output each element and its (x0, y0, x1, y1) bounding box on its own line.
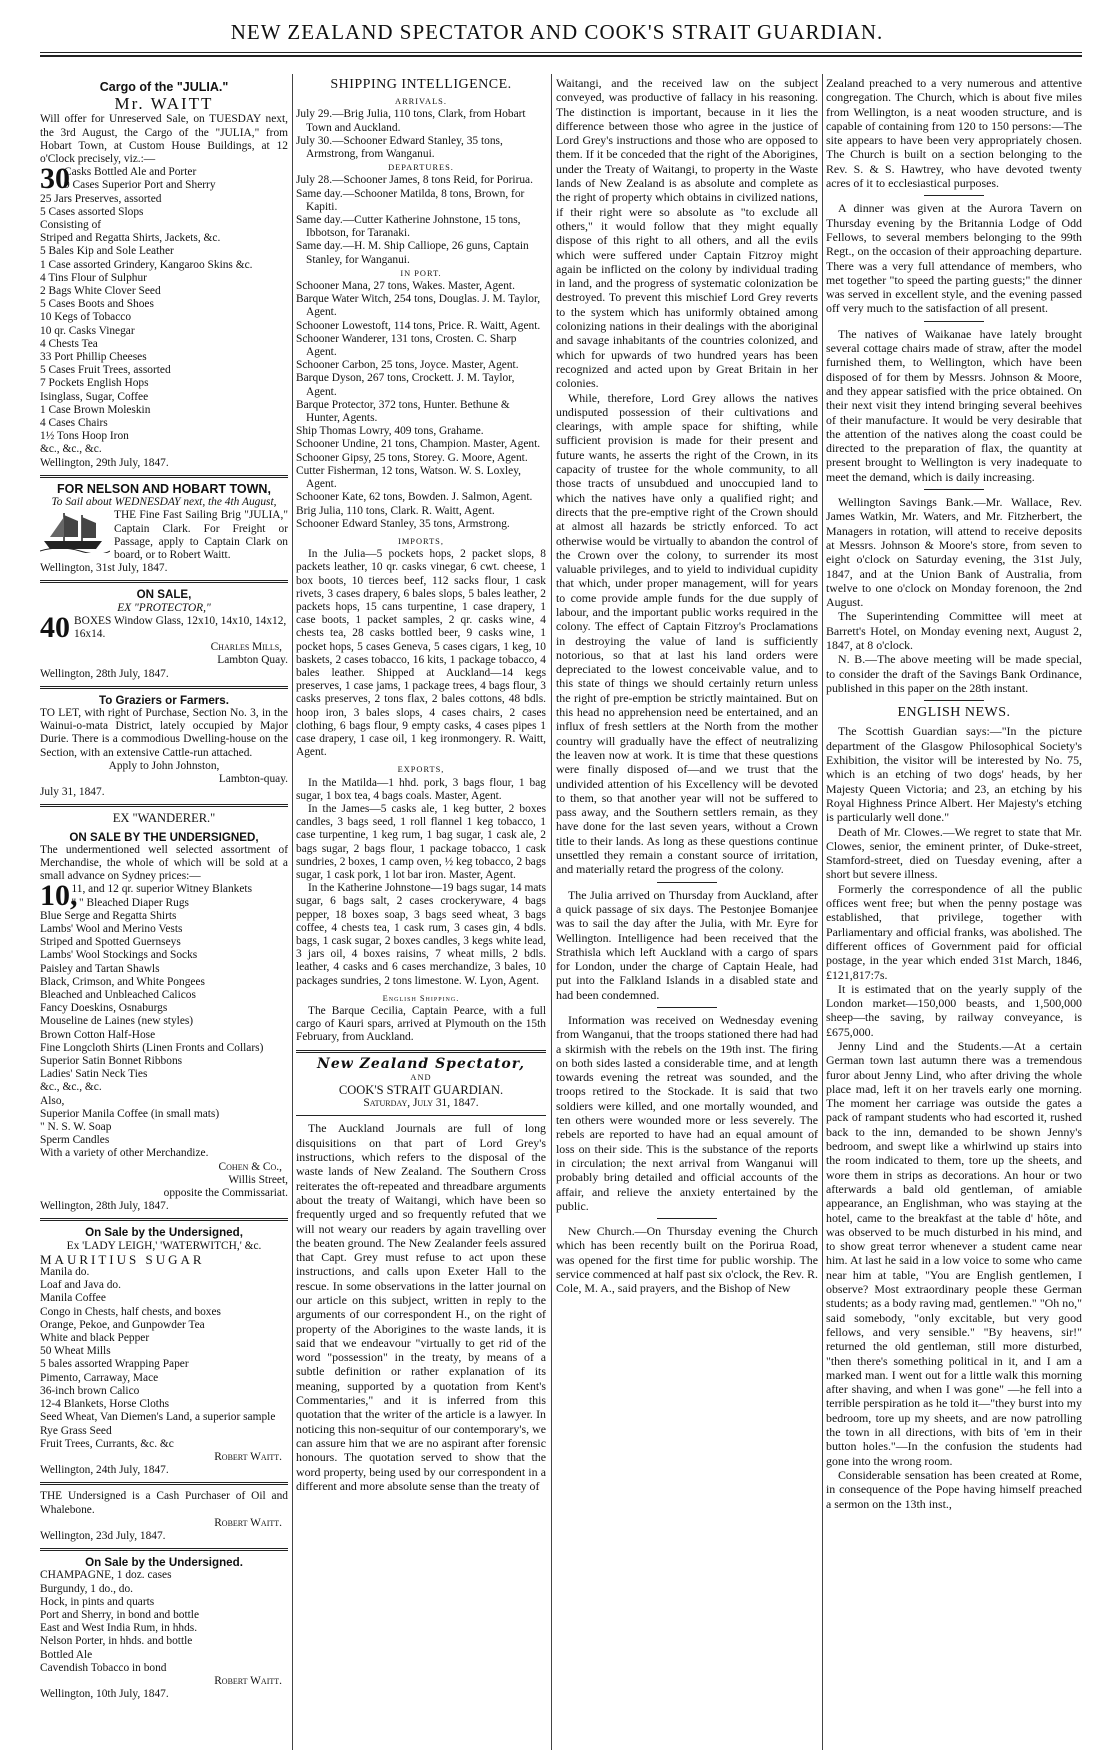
list-item: In the Matilda—1 hhd. pork, 3 bags flour, 1 bag sugar, 1 box tea, 4 bags coals. Master, Agent. (296, 776, 546, 802)
news-paragraph: The Julia arrived on Thursday from Auckland, after a quick passage of six days. The Pestonjee Bomanjee was to sail the day after the Julia, with Mr. Eyre for Wellington. Intelligence had been received that the Strathisla which left Auckland with a cargo of spars for London, under the charge of Captain Heale, had put into the Falkland Islands in a disabled state and had been condemned. (556, 887, 818, 1002)
short-rule (924, 195, 984, 196)
ad-separator (40, 580, 288, 583)
ad-date: Wellington, 24th July, 1847. (40, 1464, 169, 1477)
list-item: Schooner Undine, 21 tons, Champion. Master, Agent. (296, 438, 541, 451)
ad-place: Lambton Quay. (217, 654, 288, 667)
list-item: 1 Case assorted Grindery, Kangaroo Skins &c. (40, 258, 253, 271)
ad-separator (40, 686, 288, 689)
ad-heading: FOR NELSON AND HOBART TOWN, (57, 481, 271, 496)
list-item: 33 Port Phillip Cheeses (40, 351, 147, 364)
subsection-heading: EXPORTS, (397, 765, 445, 775)
ad-place: opposite the Commissariat. (163, 1187, 288, 1200)
list-item: Brown Cotton Half-Hose (40, 1028, 156, 1041)
news-paragraph: New Church.—On Thursday evening the Church which has been recently built on the Porirua Road, was opened for the first time for public worship. The service commenced at half past six o'clock, the Rev. R. Cole, M. A., said prayers, and the Bishop of New (556, 1224, 818, 1296)
in-port-list (296, 280, 546, 531)
news-paragraph: Death of Mr. Clowes.—We regret to state that Mr. Clowes, senior, the eminent printer, of Duke-street, Stamford-street, died on Tuesday evening, after a short but severe illness. (826, 824, 1082, 882)
list-item: Same day.—H. M. Ship Calliope, 26 guns, Captain Stanley, for Wanganui. (296, 240, 529, 266)
masthead-rule (40, 52, 1082, 53)
subsection-heading: IN PORT. (400, 268, 442, 278)
list-item: Lambs' Wool and Merino Vests (40, 922, 183, 935)
departures-list (296, 174, 546, 266)
list-item: Blue Serge and Regatta Shirts (40, 909, 177, 922)
ad-subheading: Ex 'LADY LEIGH,' 'WATERWITCH,' &c. (66, 1239, 262, 1252)
ad-separator (40, 804, 288, 807)
ad-intro: Will offer for Unreserved Sale, on TUESDAY next, the 3rd August, the Cargo of the "JULIA," from Hobart Town, at Custom House Buildings, at 12 o'Clock precisely, viz.:— (40, 113, 288, 166)
arrivals-list (296, 108, 546, 161)
ad-date: Wellington, 28th July, 1847. (40, 667, 169, 680)
subsection-heading: IMPORTS, (398, 536, 444, 546)
list-item: 12-4 Blankets, Horse Cloths (40, 1398, 170, 1411)
list-item: 36-inch brown Calico (40, 1384, 140, 1397)
list-item: Sperm Candles (40, 1134, 110, 1147)
list-item: Manila Coffee (40, 1292, 106, 1305)
list-item: Same day.—Cutter Katherine Johnstone, 15 tons, Ibbotson, for Taranaki. (296, 214, 521, 240)
wanderer-ad (40, 812, 288, 1213)
subsection-heading: ARRIVALS. (395, 97, 447, 107)
news-paragraph: Considerable sensation has been created at Rome, in consequence of the Pope having himself preached a sermon on the 13th inst., (826, 1467, 1082, 1511)
exports-list (296, 777, 546, 988)
list-item: 5 Cases assorted Slops (40, 205, 144, 218)
list-item: 9 Cases Superior Port and Sherry (64, 179, 216, 192)
oil-ad (40, 1490, 288, 1543)
list-item: Port and Sherry, in bond and bottle (40, 1608, 200, 1621)
news-paragraph: The Scottish Guardian says:—"In the picture department of the Glasgow Philosophical Society's Exhibition, the visitor will be interested by No. 75, which is an etching of two dogs' heads, by her Majesty Queen Victoria; and 23, an etching by his Royal Highness Prince Albert. Her Majesty's etching is particularly well done." (826, 724, 1082, 825)
short-rule (924, 700, 984, 701)
list-item: 7 Pockets English Hops (40, 377, 149, 390)
list-item: 10 qr. Casks Vinegar (40, 324, 135, 337)
champagne-ad (40, 1556, 288, 1701)
news-paragraph: Wellington Savings Bank.—Mr. Wallace, Rev. James Watkin, Mr. Waters, and Mr. Fitzherbert, the Managers in rotation, will attend to receive deposits at Messrs. Johnson & Moore's store, from seven to eight o'clock on Saturday evening, the 31st July, 1847, and at the Union Bank of Australia, from twelve to one o'clock on Monday forenoon, the 2nd August. (826, 495, 1082, 610)
nelson-sailing-ad (40, 483, 288, 575)
sail-date: To Sail about WEDNESDAY next, the 4th August, (51, 496, 277, 509)
ad-heading: ON SALE, (136, 588, 192, 602)
newspaper-and: AND (410, 1072, 432, 1082)
list-item: Nelson Porter, in hhds. and bottle (40, 1635, 193, 1648)
graziers-ad (40, 694, 288, 800)
newspaper-title: New Zealand Spectator, (317, 1055, 525, 1072)
list-item: With a variety of other Merchandize. (40, 1147, 209, 1160)
ad-body: BOXES Window Glass, 12x10, 14x10, 14x12, 16x14. (74, 614, 287, 640)
news-paragraph: N. B.—The above meeting will be made special, to consider the draft of the Savings Bank Ordinance, published in this paper on the 28th instant. (826, 652, 1082, 695)
list-item: Pimento, Carraway, Mace (40, 1371, 159, 1384)
list-item: 4 Cases Chairs (40, 417, 108, 430)
ad-body: THE Fine Fast Sailing Brig "JULIA," Captain Clark. For Freight or Passage, apply to Captain Clark on board, or to Robert Waitt. (114, 509, 288, 561)
list-item: Striped and Spotted Guernseys (40, 936, 181, 949)
list-item: CHAMPAGNE, 1 doz. cases (40, 1569, 172, 1582)
ad-place: Lambton-quay. (218, 772, 288, 785)
list-item: Burgundy, 1 do., do. (40, 1582, 134, 1595)
news-paragraph: A dinner was given at the Aurora Tavern on Thursday evening by the Britannia Lodge of Odd Fellows, to several members belonging to the 99th Regt., on the occasion of their approaching departure. There was a very full attendance of members, who met together "to speed the parting guests;" the dinner was served in excellent style, and the evening passed off very much to the satisfaction of all present. (826, 201, 1082, 316)
ad-signature: Charles Mills, (210, 641, 282, 654)
news-paragraph: Jenny Lind and the Students.—At a certain German town last autumn there was a tremendous furor about Jenny Lind, who after driving the whole place mad, left it on her travels early one morning. The moment her carriage was outside the gates a pack of rampant students who had escorted it, rushed back to the inn, demanded to be shown Jenny's bedroom, and swept like a whirlwind up stairs into the room indicated to them, tore up the sheets, and wore them in strips as decorations. An hour or two afterwards a bald old gentleman, of amiable appearance, an Englishman, who was staying at the hotel, came to the breakfast at the table d' hôte, and was observed to be much disturbed in his mind, and to show great terror whenever a student came near him. At last he said in a low voice to some who came near him at table, "You are English gentlemen, I observe? Most extraordinary people these German students; as a body raving mad, gentlemen." "Oh no," said somebody, "only excitable, but very good fellows, and very sensible." "By heavens, sir!" returned the old gentleman, still more disturbed, "then there's something political in it, and I am a marked man. I went out for a little walk this morning after shaving, and when I was gone" —he fell into a terrible perspiration as he told it—"they burst into my bedroom, tore up my sheets, and are now patrolling the town in all directions, with bits of 'em in their button holes."—In the confusion the students had gone into the wrong room. (826, 1039, 1082, 1468)
ad-heading: EX "WANDERER." (112, 811, 216, 826)
short-rule (924, 321, 984, 322)
julia-cargo-ad (40, 81, 288, 470)
imports-text: In the Julia—5 pockets hops, 2 packet slops, 8 packets leather, 10 qr. casks vinegar, 6 cwt. cheese, 1 box boots, 10 tierces beef, 112 sacks flour, 1 cask rivets, 3 cases drapery, 6 bales slops, 5 bales leather, 2 packets hops, 15 cans turpentine, 1 case drapery, 1 case boots, 1 packet samples, 2 qr. casks wine, 4 chests tea, 28 casks bottled beer, 9 casks wine, 1 pocket hops, 5 cases Geneva, 5 cases cigars, 1 keg, 10 baskets, 2 cases tobacco, 16 kits, 1 package tobacco, 4 bales leather. Shipped at Auckland—14 kegs preserves, 1 case jams, 1 package trees, 4 bags flour, 3 casks preserves, 2 tons flax, 2 bales cottons, 48 bdls. hoop iron, 3 bales slops, 4 cases chairs, 2 cases clothing, 6 bags flour, 9 empty casks, 4 cases pipes 1 case drapery, 1 case oil, 1 keg ironmongery. R. Waitt, Agent. (296, 548, 546, 759)
drop-number: 40 (40, 610, 70, 644)
column-divider (822, 74, 823, 1750)
list-item: Ship Thomas Lowry, 409 tons, Grahame. (296, 425, 484, 438)
news-paragraph: The Superintending Committee will meet at Barrett's Hotel, on Monday evening next, August 2, 1847, at 8 o'clock. (826, 609, 1082, 652)
list-item: Rye Grass Seed (40, 1424, 112, 1437)
list-item: Same day.—Schooner Matilda, 8 tons, Brown, for Kapiti. (296, 187, 525, 213)
short-rule (657, 1007, 717, 1008)
list-item: Schooner Wanderer, 131 tons, Crosten. C. Sharp Agent. (296, 332, 517, 359)
list-item: Superior Manila Coffee (in small mats) (40, 1107, 220, 1120)
section-title: SHIPPING INTELLIGENCE. (330, 77, 512, 92)
section-title: ENGLISH NEWS. (897, 705, 1011, 721)
item-list (40, 1569, 288, 1675)
protector-ad (40, 588, 288, 680)
news-paragraph: Information was received on Wednesday evening from Wanganui, that the troops stationed there had had a skirmish with the rebels on the 19th inst. The firing on both sides lasted a considerable time, and at length towards evening the retreat was sounded, and the troops retired to the Stockade. It is said that two soldiers were killed, and one mortally wounded, and ten others were wounded more or less severely. The rebels are reported to have had an equal amount of loss on their side. This is the substance of the reports in circulation; the next arrival from Wanganui will probably bring detailed and official accounts of the affair, and relieve the anxiety entertained by the public. (556, 1013, 818, 1213)
issue-date: Saturday, July 31, 1847. (363, 1097, 479, 1110)
list-item: 25 Jars Preserves, assorted (40, 192, 162, 205)
ad-apply: Apply to John Johnston, (108, 759, 220, 772)
list-item: Cutter Fisherman, 12 tons, Watson. W. S. Loxley, Agent. (296, 464, 521, 491)
ad-heading: Cargo of the "JULIA." (99, 80, 229, 94)
list-item: 5 bales assorted Wrapping Paper (40, 1358, 189, 1371)
ship-icon (40, 509, 110, 553)
list-item: " " Bleached Diaper Rugs (71, 896, 189, 909)
list-item: July 28.—Schooner James, 8 tons Reid, for Porirua. (296, 174, 533, 187)
ad-separator (40, 1218, 288, 1221)
ad-signature: Robert Waitt. (214, 1674, 282, 1687)
list-item: East and West India Rum, in hhds. (40, 1622, 198, 1635)
news-paragraph: The natives of Waikanae have lately brought several cottage chairs made of straw, after the model furnished them, to Wellington, which have been disposed of for them by Messrs. Johnson & Moore, and they appear satisfied with the price obtained. On their next visit they intend bringing several beehives of their manufacture. It would be very desirable that the attention of the natives along the coast could be directed to the preparation of flax, the quantity at present brought to Wellington is very inadequate to meet the demand, which is daily increasing. (826, 326, 1082, 484)
ad-separator (40, 1482, 288, 1485)
list-item: Bottled Ale (40, 1648, 93, 1661)
news-paragraph: It is estimated that on the yearly supply of the London market—150,000 beasts, and 1,500,000 sheep—the saving, by railway conveyance, is £675,000. (826, 981, 1082, 1039)
list-item: Barque Water Witch, 254 tons, Douglas. J. M. Taylor, Agent. (296, 293, 541, 319)
list-item: 1½ Tons Hoop Iron (40, 430, 129, 443)
list-item: 5 Cases Boots and Shoes (40, 298, 154, 311)
masthead-rule-thick (40, 55, 1082, 57)
list-item: Fruit Trees, Currants, &c. &c (40, 1437, 174, 1450)
list-item: 1 Case Brown Moleskin (40, 403, 151, 416)
list-item: Fine Longcloth Shirts (Linen Fronts and Collars) (40, 1041, 264, 1054)
ad-place: Willis Street, (228, 1173, 288, 1186)
list-item: Seed Wheat, Van Diemen's Land, a superior sample (40, 1411, 276, 1424)
list-item: Schooner Mana, 27 tons, Wakes. Master, Agent. (296, 280, 515, 293)
ad-date: Wellington, 29th July, 1847. (40, 456, 169, 469)
editorial-column (556, 76, 818, 1746)
list-item: Cavendish Tobacco in bond (40, 1661, 167, 1674)
section-separator (296, 1050, 546, 1053)
editorial-paragraph: While, therefore, Lord Grey allows the natives undisputed possession of their cultivations and clearings, with ample space for shifting, while sufficient provision is made for their present and future wants, he asserts the right of the Crown, in its capacity of trustee for the whole community, to all those tracts of unsubdued and unoccupied land to which the natives have only a qualified right; and directs that the pre-emptive right of the Crown should at almost all hazards be strictly enforced. To act otherwise would be virtually to abandon the control of the Crown over the colony, to surrender its most valuable privileges, and to yield to individual cupidity that which, under proper management, will for years to come provide ample funds for the due supply of labour, and the important public works required in the colony. The effect of Captain Fitzroy's Proclamations in destroying the value of land is sufficiently notorious, so that at last his land orders were depreciated to the lowest conceivable value, and to this state of things we should certainly return unless the right of pre-emption be strictly maintained. But on this head no apprehension need be entertained, and an influx of fresh settlers at the North from the mother country will gradually have the effect of neutralizing the leaven now at work. It is time that these questions were finally disposed of—and we trust that the undivided attention of his Excellency will be devoted to them, so that another year will not be suffered to pass away, and the Southern settlers remain, as they have done for the last seven years, without a Crown title to their lands. As long as these questions continue unsettled they remain a constant source of irritation, and materially retard the progress of the colony. (556, 390, 818, 877)
news-paragraph: Formerly the correspondence of all the public offices went free; but when the penny postage was established, that privilege, together with Parliamentary and official franks, was abolished. The different offices of Government paid for official postage, in the year which ended 31st March, 1846, £121,817:7s. (826, 881, 1082, 982)
list-item: &c., &c., &c. (40, 1081, 102, 1094)
list-item: Fancy Doeskins, Osnaburgs (40, 1002, 168, 1015)
ad-date: Wellington, 10th July, 1847. (40, 1688, 169, 1701)
ad-date: Wellington, 23d July, 1847. (40, 1529, 166, 1542)
list-item: Superior Satin Bonnet Ribbons (40, 1055, 183, 1068)
ad-date: Wellington, 31st July, 1847. (40, 562, 168, 575)
list-item: Hock, in pints and quarts (40, 1595, 155, 1608)
list-item: Schooner Gipsy, 25 tons, Storey. G. Moore, Agent. (296, 451, 528, 464)
column-divider (551, 74, 552, 1750)
ad-intro: The undermentioned well selected assortment of Merchandise, the whole of which will be sold at a small advance on Sydney prices:— (40, 843, 288, 883)
list-item: Congo in Chests, half chests, and boxes (40, 1305, 221, 1318)
list-item: Also, (40, 1094, 65, 1107)
item-list (40, 162, 288, 456)
list-item: Black, Crimson, and White Pongees (40, 975, 205, 988)
ad-body: THE Undersigned is a Cash Purchaser of Oil and Whalebone. (40, 1490, 288, 1516)
list-item: Schooner Carbon, 25 tons, Joyce. Master, Agent. (296, 359, 519, 372)
ad-body: TO LET, with right of Purchase, Section No. 3, in the Wainui-o-mata District, lately occupied by Major Durie. There is a commodious Dwelling-house on the Section, with an extensive Cattle-run attached. (40, 706, 288, 759)
list-item: 5 Cases Fruit Trees, assorted (40, 364, 171, 377)
list-item: Consisting of (40, 219, 102, 232)
list-item: Isinglass, Sugar, Coffee (40, 390, 149, 403)
news-paragraph: Zealand preached to a very numerous and attentive congregation. The Church, which is about five miles from Wellington, is a neat wooden structure, and is capable of containing from 120 to 150 persons:—The site appears to have been very appropriately chosen. The Church is built on a section belonging to the Rev. S. & S. Hawtrey, who have devoted twenty acres of it to ecclesiastical purposes. (826, 76, 1082, 191)
subsection-heading: DEPARTURES. (388, 163, 454, 173)
list-item: 11, and 12 qr. superior Witney Blankets (71, 883, 252, 896)
ad-heading: On Sale by the Undersigned, (85, 1226, 243, 1240)
list-item: " N. S. W. Soap (40, 1121, 112, 1134)
list-item: Loaf and Java do. (40, 1279, 121, 1292)
list-item: Barque Protector, 372 tons, Hunter. Bethune & Hunter, Agents. (296, 398, 510, 425)
list-item: In the James—5 casks ale, 1 keg butter, 2 boxes candles, 3 bags seed, 1 roll flannel 1 keg tobacco, 1 case turpentine, 1 keg rum, 1 bag sugar, 1 cask ale, 2 bags sugar, 2 bags flour, 1 package tobacco, 1 cask sundries, 2 boxes, 1 camp oven, ½ keg tobacco, 2 bags sugar, 1 cask pork, 1 lot bar iron. Master, Agent. (296, 802, 546, 881)
list-item: 2 Bags White Clover Seed (40, 285, 161, 298)
editorial-text: The Auckland Journals are full of long disquisitions on that part of Lord Grey's instructions, which refers to the disposal of the waste lands of New Zealand. The Southern Cross reiterates the oft-repeated and threadbare arguments about the treaty of Waitangi, which have been so frequently urged and so frequently refuted that we will not weary our readers by again travelling over the beaten ground. The New Zealander feels assured that Capt. Grey must refuse to act upon these instructions, and calls upon Exeter Hall to the rescue. In some observations in the latter journal on our article on this subject, written in reply to the arguments of our correspondent H., on the right of property of the Aborigines to the waste lands, it is said that we endeavour "virtually to get rid of the word "possession" in the treaty, by means of a subtle definition or rather explanation of its meaning, supported by a quotation from Kent's Commentaries," and it is inferred from this quotation that the writer of the article is a lawyer. In noticing this non-sequitur of our contemporary's, we can assure him that we are no aspirant after forensic honours. The quotation served to show that the word property, being used by our correspondent in a different and more absolute sense than the treaty of (296, 1121, 546, 1493)
editorial-paragraph: Waitangi, and the received law on the subject conveyed, was productive of fallacy in his reasoning. The distinction is important, because in it lies the difference between those who agree in the justice of Lord Grey's instructions and those who are opposed to them. If it be conceded that the right of the Aborigines, under the Treaty of Waitangi, to property in the Waste lands of New Zealand is as absolute and complete as the right of property which obtains in civilized nations, if their right were so absolute as "to exclude all others," it would follow that they might equally dispose of this right to all others, and all the evils which were suffered under Captain Fitzroy might again be inflicted on the colony by individual trading in land, and the progress of systematic colonization be destroyed. To prevent this mischief Lord Grey reverts to the system which has uniformly obtained among colonizing nations in their dealings with the aboriginal and savage inhabitants of the countries colonized, and which for upwards of two hundred years has been recognized and acted upon by Great Britain in her colonies. (556, 76, 818, 391)
short-rule (657, 1218, 717, 1219)
ad-subheading: EX "PROTECTOR," (117, 601, 211, 614)
drop-number: 10, (40, 879, 78, 913)
list-item: In the Katherine Johnstone—19 bags sugar, 14 mats sugar, 6 bags salt, 2 cases crockeryware, 4 bags pepper, 18 boxes soap, 3 bags seed wheat, 3 bags coffee, 4 chests tea, 1 cask rum, 3 cases gin, 4 bdls. bags, 1 cask sugar, 2 boxes candles, 3 kegs white lead, 3 jars oil, 4 boxes raisins, 7 wheat mills, 2 bdls. leather, 4 casks and 6 cases merchandize, 3 bales, 10 packages sundries, 2 tons limestone. W. Lyon, Agent. (296, 882, 546, 987)
ad-signature: Robert Waitt. (214, 1516, 282, 1529)
ad-signature: Cohen & Co., (218, 1160, 282, 1173)
list-item: July 29.—Brig Julia, 110 tons, Clark, from Hobart Town and Auckland. (296, 108, 526, 134)
shipping-column (296, 76, 546, 1746)
list-item: Brig Julia, 110 tons, Clark. R. Waitt, Agent. (296, 504, 495, 517)
ad-date: July 31, 1847. (40, 786, 105, 799)
ad-heading: On Sale by the Undersigned. (85, 1556, 243, 1570)
list-item: Manila do. (40, 1266, 90, 1279)
list-item: &c., &c., &c. (40, 443, 102, 456)
ad-subheading: ON SALE BY THE UNDERSIGNED, (69, 830, 259, 844)
ad-separator (40, 1548, 288, 1551)
list-item: 5 Bales Kip and Sole Leather (40, 245, 174, 258)
list-item: July 30.—Schooner Edward Stanley, 35 tons, Armstrong, from Wanganui. (296, 134, 503, 161)
short-rule (657, 882, 717, 883)
list-item: Schooner Kate, 62 tons, Bowden. J. Salmon, Agent. (296, 491, 533, 504)
list-item: Bleached and Unbleached Calicos (40, 989, 196, 1001)
english-shipping-text: The Barque Cecilia, Captain Pearce, with a full cargo of Kauri spars, arrived at Plymouth on the 15th February, from Auckland. (296, 1005, 546, 1044)
list-item: 4 Tins Flour of Sulphur (40, 271, 147, 284)
ad-heading: To Graziers or Farmers. (99, 693, 229, 707)
list-item: Paisley and Tartan Shawls (40, 962, 160, 975)
list-item: Ladies' Satin Neck Ties (40, 1068, 148, 1081)
list-item: White and black Pepper (40, 1332, 150, 1345)
list-item: Casks Bottled Ale and Porter (64, 166, 197, 179)
ad-separator (40, 475, 288, 478)
masthead: NEW ZEALAND SPECTATOR AND COOK'S STRAIT GUARDIAN. (230, 20, 884, 44)
list-item: Striped and Regatta Shirts, Jackets, &c. (40, 232, 221, 245)
list-item: Schooner Edward Stanley, 35 tons, Armstrong. (296, 517, 510, 530)
list-item: 10 Kegs of Tobacco (40, 311, 132, 324)
list-item: Lambs' Wool Stockings and Socks (40, 949, 198, 962)
item-list (40, 879, 288, 1160)
drop-number: 30 (40, 162, 70, 196)
newspaper-subtitle: COOK'S STRAIT GUARDIAN. (338, 1083, 504, 1098)
list-item: Schooner Lowestoft, 114 tons, Price. R. Waitt, Agent. (296, 319, 541, 332)
list-item: 4 Chests Tea (40, 337, 98, 350)
list-item: Barque Dyson, 267 tons, Crockett. J. M. Taylor, Agent. (296, 372, 515, 398)
item-list (40, 1266, 288, 1451)
list-item: Mouseline de Laines (new styles) (40, 1015, 194, 1028)
news-column (826, 76, 1082, 1746)
ad-date: Wellington, 28th July, 1847. (40, 1200, 169, 1213)
ad-title: MAURITIUS SUGAR (40, 1251, 205, 1267)
auctioneer-name: Mr. WAITT (114, 94, 214, 114)
advertisements-column (40, 76, 288, 1746)
list-item: Orange, Pekoe, and Gunpowder Tea (40, 1318, 205, 1331)
subsection-heading: English Shipping. (382, 993, 460, 1003)
section-separator (296, 1115, 546, 1116)
sugar-ad (40, 1226, 288, 1477)
column-divider (292, 74, 293, 1750)
ad-signature: Robert Waitt. (214, 1450, 282, 1463)
short-rule (924, 489, 984, 490)
list-item: 50 Wheat Mills (40, 1345, 111, 1358)
